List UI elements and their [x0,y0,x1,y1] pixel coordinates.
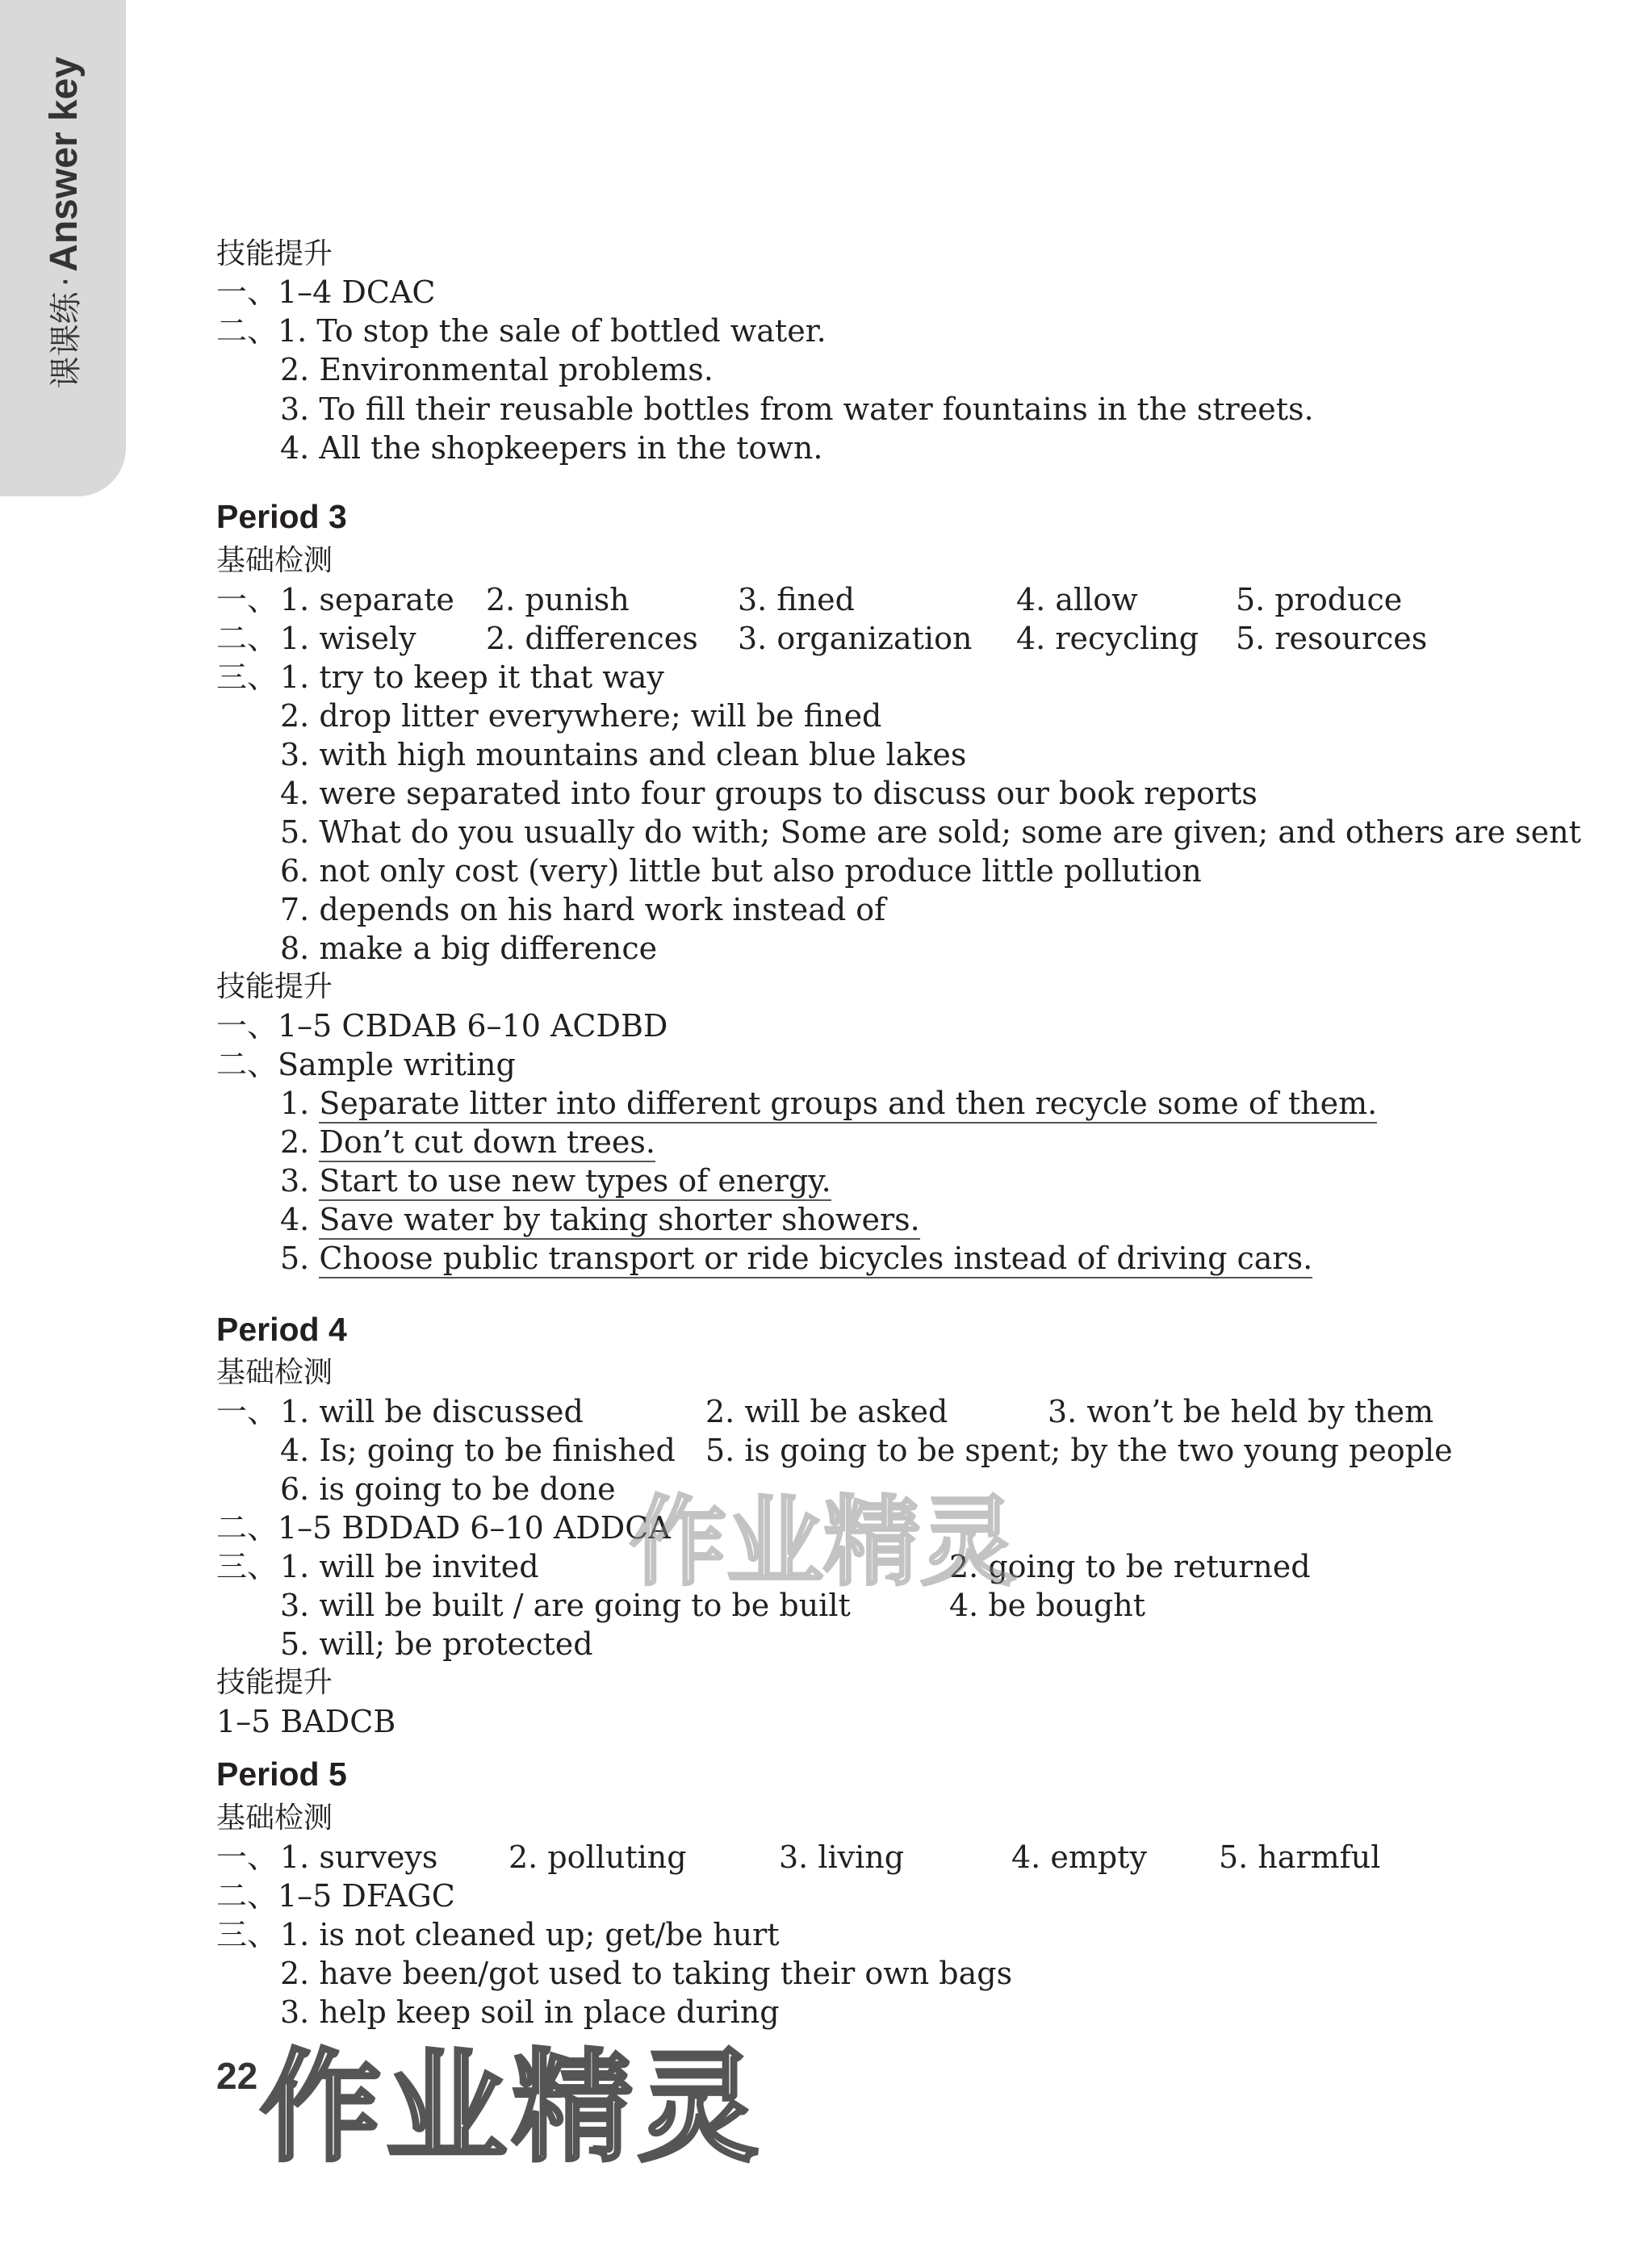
sample-writing-line [280,1240,1312,1277]
answer-item: 5. is going to be spent; by the two young people [705,1433,1453,1468]
sample-number: 4. [280,1202,310,1237]
answer-item: 4. recycling [1016,621,1199,656]
section-heading-skills: 技能提升 [216,237,333,270]
answer-item: 6. is going to be done [280,1471,616,1507]
answer-item: 1. will be invited [280,1549,539,1584]
answer-line: 2. Environmental problems. [280,352,714,387]
answer-line: 4. All the shopkeepers in the town. [280,430,823,466]
answer-item: 1. surveys [280,1839,438,1875]
answer-item: 2. differences [486,621,698,656]
section-heading-basic: 基础检测 [216,544,333,577]
answer-item: 5. harmful [1219,1839,1381,1875]
answer-prefix: 二、 [216,621,278,656]
answer-line: 1. try to keep it that way [280,659,664,695]
sample-text: Separate litter into different groups and then recycle some of them. [319,1086,1377,1124]
sample-writing-line [280,1162,831,1199]
answer-line: 3. To fill their reusable bottles from water fountains in the streets. [280,391,1314,427]
sample-number: 2. [280,1124,310,1160]
answer-item: 4. allow [1016,582,1138,617]
page-number: 22 [216,2055,258,2097]
section-heading-skills: 技能提升 [216,1666,333,1699]
answer-item: 2. will be asked [705,1394,948,1429]
answer-line: 6. not only cost (very) little but also produce little pollution [280,853,1202,889]
answer-prefix: 一、 [216,1839,278,1875]
answer-item: 5. will; be protected [280,1626,593,1662]
sample-number: 1. [280,1086,310,1121]
answer-line: 2. drop litter everywhere; will be fined [280,698,882,734]
answer-item: 4. be bought [949,1588,1145,1623]
sample-text: Choose public transport or ride bicycles instead of driving cars. [319,1241,1312,1278]
period-4-title: Period 4 [216,1311,347,1348]
side-tab-cn: 课课练 [48,291,85,389]
answer-line: 二、1. To stop the sale of bottled water. [216,313,827,349]
answer-line: 二、1–5 DFAGC [216,1878,455,1914]
answer-item: 2. polluting [508,1839,687,1875]
answer-line: 3. help keep soil in place during [280,1994,780,2030]
answer-prefix: 一、 [216,582,278,617]
answer-item: 2. punish [486,582,630,617]
answer-line: 二、Sample writing [216,1047,516,1082]
answer-line: 1–5 BADCB [216,1704,396,1739]
answer-line: 7. depends on his hard work instead of [280,892,886,927]
sample-text: Save water by taking shorter showers. [319,1202,919,1240]
answer-item: 4. Is; going to be finished [280,1433,676,1468]
sample-text: Don’t cut down trees. [319,1124,655,1162]
period-3-title: Period 3 [216,498,347,535]
answer-prefix: 三、 [216,659,278,695]
watermark: 作业精灵 [260,2038,764,2178]
answer-prefix: 一、 [216,1394,278,1429]
sample-number: 3. [280,1163,310,1199]
watermark-faint: 作业精灵 [630,1487,1017,1599]
sample-writing-line [280,1124,655,1161]
answer-line: 一、1–5 CBDAB 6–10 ACDBD [216,1008,668,1044]
answer-item: 3. won’t be held by them [1048,1394,1434,1429]
answer-item: 1. wisely [280,621,416,656]
answer-prefix: 三、 [216,1917,278,1952]
answer-item: 3. will be built / are going to be built [280,1588,851,1623]
answer-line: 4. were separated into four groups to discuss our book reports [280,776,1258,811]
answer-item: 1. will be discussed [280,1394,584,1429]
answer-line: 二、1–5 BDDAD 6–10 ADDCA [216,1510,671,1546]
answer-item: 3. organization [738,621,973,656]
side-tab-dot: · [48,276,85,287]
answer-item: 2. going to be returned [949,1549,1311,1584]
answer-line: 5. What do you usually do with; Some are sold; some are given; and others are sent [280,814,1581,850]
answer-item: 3. fined [738,582,855,617]
sample-number: 5. [280,1241,310,1276]
answer-line: 3. with high mountains and clean blue lakes [280,737,967,772]
sample-writing-line [280,1085,1377,1122]
answer-line: 一、1–4 DCAC [216,274,436,310]
side-tab [0,0,126,496]
section-heading-skills: 技能提升 [216,970,333,1003]
sample-text: Start to use new types of energy. [319,1163,831,1201]
answer-item: 4. empty [1011,1839,1147,1875]
answer-item: 5. produce [1236,582,1403,617]
section-heading-basic: 基础检测 [216,1801,333,1835]
section-heading-basic: 基础检测 [216,1356,333,1389]
answer-item: 3. living [779,1839,905,1875]
period-5-title: Period 5 [216,1755,347,1793]
answer-line: 1. is not cleaned up; get/be hurt [280,1917,780,1952]
answer-line: 2. have been/got used to taking their own bags [280,1956,1013,1991]
sample-writing-line [280,1201,920,1238]
answer-prefix: 三、 [216,1549,278,1584]
answer-item: 5. resources [1236,621,1428,656]
answer-line: 8. make a big difference [280,931,658,966]
side-tab-en: Answer key [43,56,86,272]
answer-item: 1. separate [280,582,454,617]
